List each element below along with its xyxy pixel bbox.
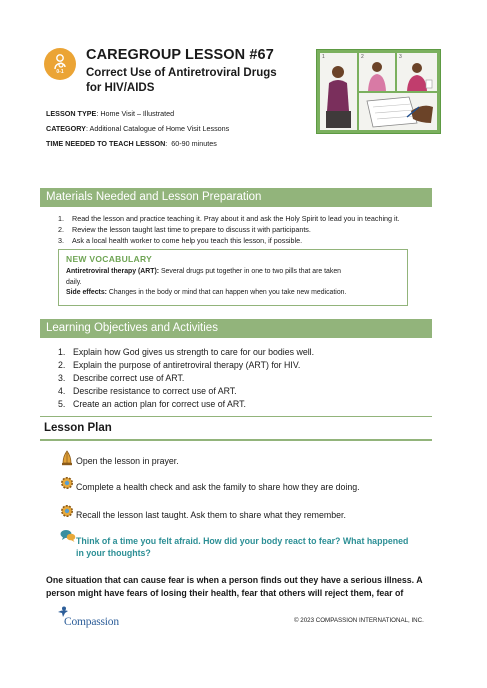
- think-question-text: Think of a time you felt afraid. How did your body react to fear? What happened in your thoughts?: [76, 536, 409, 558]
- illustration-panel-2: [359, 53, 395, 91]
- illustration-panel-3: [397, 53, 437, 91]
- meta-value: 60-90 minutes: [171, 139, 217, 148]
- lesson-illustration: [316, 49, 441, 134]
- section-materials-header: Materials Needed and Lesson Preparation: [40, 188, 432, 207]
- gear-icon: [60, 504, 74, 518]
- lesson-logo: [44, 48, 76, 80]
- woman-taking-pill-icon: [359, 53, 395, 91]
- vocabulary-title: NEW VOCABULARY: [66, 254, 153, 264]
- materials-list: [58, 213, 400, 246]
- meta-value: Additional Catalogue of Home Visit Lessons: [89, 124, 230, 133]
- woman-figure-icon: [320, 53, 357, 130]
- list-item: 3. Ask a local health worker to come help you teach this lesson, if possible.: [58, 236, 303, 245]
- panel-number: 2: [361, 54, 364, 60]
- lesson-paragraph: One situation that can cause fear is when a person finds out they have a serious illness. A person might have fears of losing their health, fear that others will reject them, fear of: [46, 575, 423, 598]
- meta-lesson-type: LESSON TYPE: Home Visit – Illustrated: [46, 109, 175, 118]
- vocabulary-box: [58, 249, 408, 306]
- section-lesson-plan-header: Lesson Plan: [44, 422, 112, 434]
- list-item: 5. Create an action plan for correct use of ART.: [58, 399, 246, 409]
- illustration-panel-calendar: [359, 93, 437, 130]
- meta-category: CATEGORY: Additional Catalogue of Home Visit Lessons: [46, 124, 230, 133]
- meta-time-needed: TIME NEEDED TO TEACH LESSON: 60-90 minutes: [46, 139, 217, 148]
- objectives-list: [58, 346, 314, 411]
- vocabulary-entry-continued: daily.: [66, 278, 82, 286]
- list-item: 2. Explain the purpose of antiretroviral therapy (ART) for HIV.: [58, 360, 301, 370]
- divider: [40, 416, 432, 417]
- praying-hands-icon: [60, 450, 74, 466]
- calendar-hand-icon: [359, 93, 437, 130]
- woman-with-medicine-icon: [397, 53, 437, 91]
- lesson-title-line2: for HIV/AIDS: [86, 82, 155, 94]
- list-item: 1. Explain how God gives us strength to care for our bodies well.: [58, 347, 315, 357]
- copyright-notice: © 2023 COMPASSION INTERNATIONAL, INC.: [294, 617, 424, 624]
- speech-bubbles-icon: [60, 529, 76, 543]
- meta-label: CATEGORY: [46, 124, 86, 133]
- vocabulary-entry: Antiretroviral therapy (ART): Several drugs put together in one to two pills that are taken: [66, 268, 341, 275]
- panel-number: 3: [399, 54, 402, 60]
- section-objectives-header: Learning Objectives and Activities: [40, 319, 432, 338]
- lesson-title: [86, 66, 296, 96]
- list-item: 1. Read the lesson and practice teaching it. Pray about it and ask the Holy Spirit to lead you in teaching it.: [58, 214, 400, 223]
- brand-name: Compassion: [64, 616, 119, 628]
- list-item: 3. Describe correct use of ART.: [58, 373, 185, 383]
- illustration-panel-1: [320, 53, 357, 130]
- meta-value: Home Visit – Illustrated: [100, 109, 175, 118]
- list-item: 4. Describe resistance to correct use of ART.: [58, 386, 237, 396]
- lesson-number: CAREGROUP LESSON #67: [86, 47, 274, 63]
- meta-label: TIME NEEDED TO TEACH LESSON: [46, 139, 166, 148]
- list-item: 2. Review the lesson taught last time to prepare to discuss it with participants.: [58, 225, 311, 234]
- logo-age-code: 0-1: [56, 69, 64, 75]
- gear-icon: [60, 476, 74, 490]
- lesson-title-line1: Correct Use of Antiretroviral Drugs: [86, 67, 277, 79]
- divider: [40, 439, 432, 441]
- panel-number: 1: [322, 54, 325, 60]
- meta-label: LESSON TYPE: [46, 109, 97, 118]
- mother-child-icon: [44, 48, 76, 80]
- vocabulary-entry: Side effects: Changes in the body or mind that can happen when you take new medication.: [66, 289, 347, 296]
